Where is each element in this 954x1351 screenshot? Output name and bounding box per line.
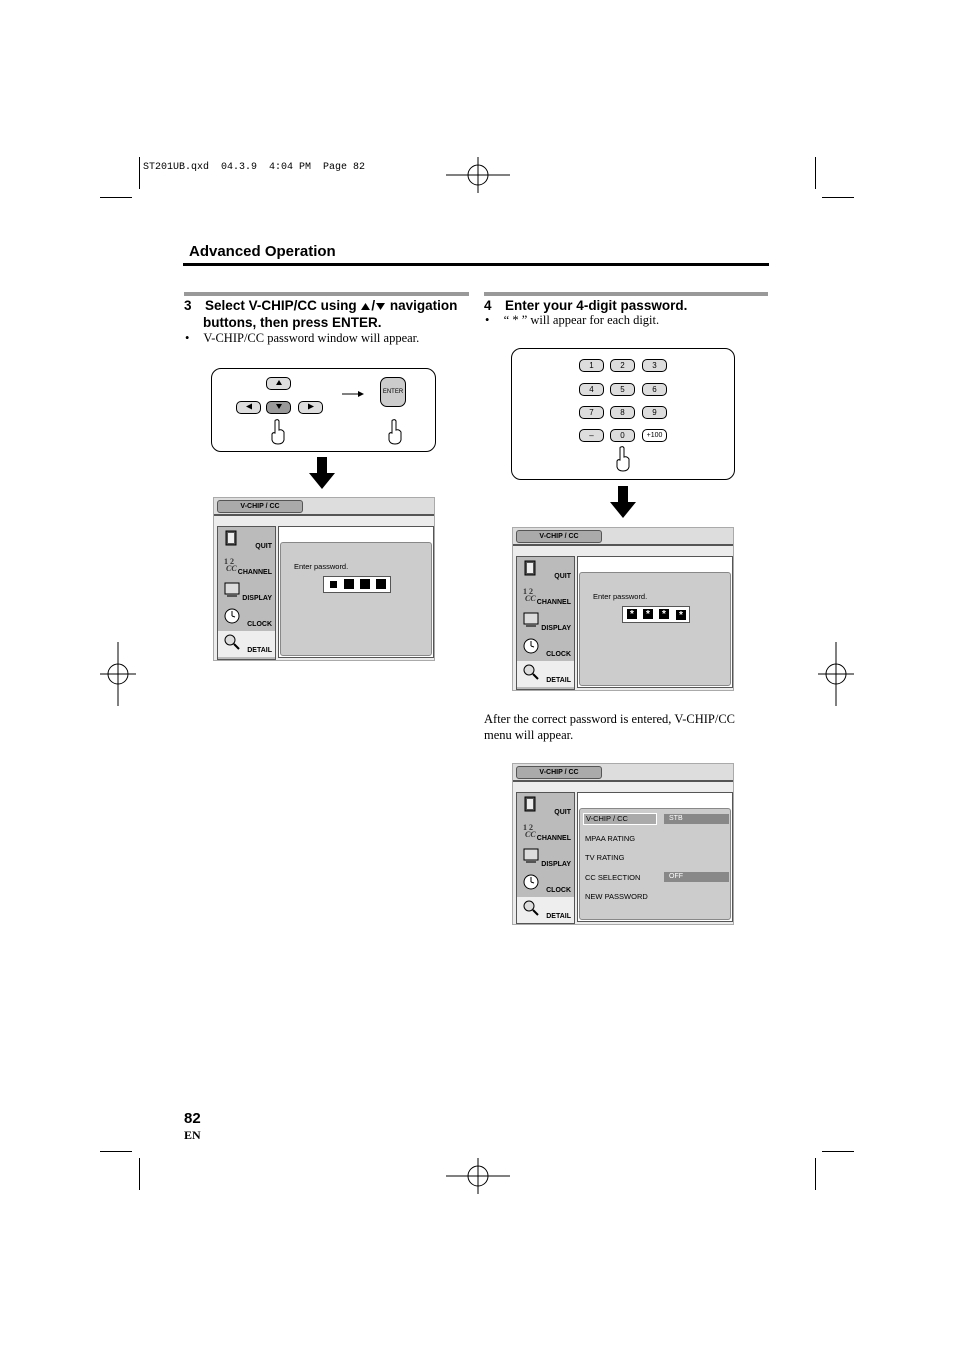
section-rule xyxy=(183,263,769,266)
osd-main-panel xyxy=(577,556,733,688)
menu-row-vchip-cc[interactable]: V-CHIP / CC xyxy=(583,813,657,825)
step4-bullet xyxy=(485,313,659,328)
left-arrow-icon xyxy=(245,403,253,410)
side-item-channel[interactable] xyxy=(517,819,574,845)
step3-heading xyxy=(184,297,474,331)
step3-heading-a: Select V-CHIP/CC using xyxy=(205,298,357,313)
key-plus100[interactable]: +100 xyxy=(642,429,667,442)
side-item-channel[interactable] xyxy=(218,553,275,579)
side-item-label: DETAIL xyxy=(546,913,571,920)
up-button[interactable] xyxy=(266,377,291,390)
osd-main-panel xyxy=(278,526,434,658)
down-arrow-icon xyxy=(309,457,335,489)
password-prompt: Enter password. xyxy=(593,592,648,601)
down-triangle-icon xyxy=(375,302,386,311)
side-item-detail[interactable] xyxy=(517,661,574,687)
osd-password-window xyxy=(280,542,432,656)
password-prompt: Enter password. xyxy=(294,562,349,571)
key-6[interactable]: 6 xyxy=(642,383,667,396)
password-digit-entered: * xyxy=(675,609,687,621)
step3-bar xyxy=(184,292,469,296)
osd-topbar xyxy=(513,528,733,546)
side-item-display[interactable] xyxy=(517,609,574,635)
remote-panel-navigation xyxy=(211,368,436,452)
menu-row-cc-selection[interactable]: CC SELECTION xyxy=(585,873,641,882)
password-digit-slot xyxy=(344,579,354,589)
password-digit-slot xyxy=(376,579,386,589)
monitor-icon xyxy=(523,848,539,864)
monitor-icon xyxy=(523,612,539,628)
clock-icon xyxy=(224,608,240,624)
step3-heading-line2: buttons, then press ENTER. xyxy=(203,315,382,330)
password-digit-entered: * xyxy=(627,609,637,619)
side-item-detail[interactable] xyxy=(517,897,574,923)
svg-text:1 2: 1 2 xyxy=(224,557,234,566)
key-1[interactable]: 1 xyxy=(579,359,604,372)
menu-value-cc-selection: OFF xyxy=(664,872,729,882)
after-text-line2: menu will appear. xyxy=(484,728,574,742)
svg-text:CC: CC xyxy=(525,830,536,838)
key-5[interactable]: 5 xyxy=(610,383,635,396)
password-digit-slot xyxy=(328,579,339,590)
registration-mark-bottom xyxy=(446,1158,510,1194)
menu-value-vchip-cc: STB xyxy=(664,814,729,824)
password-digit-slot xyxy=(360,579,370,589)
password-field[interactable] xyxy=(622,606,690,623)
side-item-label: CLOCK xyxy=(247,621,272,628)
svg-text:CC: CC xyxy=(525,594,536,602)
side-item-display[interactable] xyxy=(218,579,275,605)
side-item-label: QUIT xyxy=(255,543,272,550)
menu-row-tv-rating[interactable]: TV RATING xyxy=(585,853,625,862)
registration-mark-top xyxy=(446,157,510,193)
file-info: ST201UB.qxd 04.3.9 4:04 PM Page 82 xyxy=(143,162,366,173)
key-3[interactable]: 3 xyxy=(642,359,667,372)
bullet-mark: • xyxy=(485,313,490,327)
osd-tab: V-CHIP / CC xyxy=(217,500,303,513)
password-digit-entered: * xyxy=(659,609,669,619)
side-item-label: CLOCK xyxy=(546,887,571,894)
side-item-quit[interactable] xyxy=(517,557,574,583)
step3-number: 3 xyxy=(184,298,192,313)
side-item-clock[interactable] xyxy=(517,871,574,897)
osd-password-entered-screen xyxy=(512,527,734,691)
after-password-text xyxy=(484,711,735,743)
side-item-label: CLOCK xyxy=(546,651,571,658)
step3-bullet xyxy=(185,331,419,346)
door-icon xyxy=(523,796,539,812)
side-item-label: QUIT xyxy=(554,809,571,816)
osd-password-screen xyxy=(213,497,435,661)
key-9[interactable]: 9 xyxy=(642,406,667,419)
osd-main-panel xyxy=(577,792,733,922)
side-item-clock[interactable] xyxy=(517,635,574,661)
step4-number: 4 xyxy=(484,298,492,313)
pointing-hand-icon xyxy=(615,446,631,472)
osd-topbar xyxy=(214,498,434,516)
key-7[interactable]: 7 xyxy=(579,406,604,419)
osd-sidebar xyxy=(217,526,276,660)
right-button[interactable] xyxy=(298,401,323,414)
section-title: Advanced Operation xyxy=(189,243,336,260)
password-digit-entered: * xyxy=(643,609,653,619)
key-0[interactable]: 0 xyxy=(610,429,635,442)
magnifier-icon xyxy=(224,634,240,650)
right-arrow-icon xyxy=(307,403,315,410)
pointing-hand-icon xyxy=(270,419,286,445)
side-item-label: DISPLAY xyxy=(242,595,272,602)
svg-text:1 2: 1 2 xyxy=(523,823,533,832)
enter-button[interactable]: ENTER xyxy=(380,377,406,407)
step4-heading-text: Enter your 4-digit password. xyxy=(505,298,688,313)
side-item-clock[interactable] xyxy=(218,605,275,631)
menu-row-new-password[interactable]: NEW PASSWORD xyxy=(585,892,648,901)
key-2[interactable]: 2 xyxy=(610,359,635,372)
clock-icon xyxy=(523,874,539,890)
menu-row-mpaa-rating[interactable]: MPAA RATING xyxy=(585,834,636,843)
osd-password-window xyxy=(579,572,731,686)
language-code: EN xyxy=(184,1128,201,1142)
key-4[interactable]: 4 xyxy=(579,383,604,396)
page-number: 82 xyxy=(184,1110,201,1127)
osd-vchip-menu-screen xyxy=(512,763,734,925)
side-item-quit[interactable] xyxy=(218,527,275,553)
up-triangle-icon xyxy=(360,302,371,311)
magnifier-icon xyxy=(523,900,539,916)
bullet-mark: • xyxy=(185,331,190,345)
side-item-label: CHANNEL xyxy=(237,569,272,576)
step3-heading-sep: / xyxy=(371,298,376,313)
password-field[interactable] xyxy=(323,576,391,593)
side-item-channel[interactable] xyxy=(517,583,574,609)
door-icon xyxy=(523,560,539,576)
side-item-label: CHANNEL xyxy=(536,599,571,606)
monitor-icon xyxy=(224,582,240,598)
step4-bar xyxy=(484,292,768,296)
svg-text:CC: CC xyxy=(226,564,237,572)
up-arrow-icon xyxy=(275,379,283,386)
arrow-right-icon xyxy=(342,389,364,399)
side-item-label: DISPLAY xyxy=(541,625,571,632)
svg-text:1 2: 1 2 xyxy=(523,587,533,596)
door-icon xyxy=(224,530,240,546)
after-text-line1: After the correct password is entered, V-CHIP/CC xyxy=(484,712,735,726)
side-item-label: DISPLAY xyxy=(541,861,571,868)
vchip-menu-window xyxy=(579,808,731,920)
side-item-label: CHANNEL xyxy=(536,835,571,842)
side-item-display[interactable] xyxy=(517,845,574,871)
remote-panel-keypad xyxy=(511,348,735,480)
step4-heading xyxy=(484,297,687,314)
key-8[interactable]: 8 xyxy=(610,406,635,419)
down-button[interactable] xyxy=(266,401,291,414)
registration-mark-left xyxy=(100,642,136,706)
clock-icon xyxy=(523,638,539,654)
step4-bullet-text: “ * ” will appear for each digit. xyxy=(503,313,660,327)
registration-mark-right xyxy=(818,642,854,706)
magnifier-icon xyxy=(523,664,539,680)
osd-sidebar xyxy=(516,792,575,924)
osd-sidebar xyxy=(516,556,575,690)
side-item-label: DETAIL xyxy=(546,677,571,684)
step3-heading-b: navigation xyxy=(389,298,458,313)
down-arrow-icon xyxy=(610,486,636,518)
osd-tab: V-CHIP / CC xyxy=(516,766,602,779)
step3-bullet-text: V-CHIP/CC password window will appear. xyxy=(203,331,420,345)
left-button[interactable] xyxy=(236,401,261,414)
pointing-hand-icon xyxy=(387,419,403,445)
osd-topbar xyxy=(513,764,733,782)
side-item-quit[interactable] xyxy=(517,793,574,819)
side-item-detail[interactable] xyxy=(218,631,275,657)
side-item-label: QUIT xyxy=(554,573,571,580)
side-item-label: DETAIL xyxy=(247,647,272,654)
osd-tab: V-CHIP / CC xyxy=(516,530,602,543)
key-minus[interactable]: – xyxy=(579,429,604,442)
down-arrow-icon xyxy=(275,403,283,410)
